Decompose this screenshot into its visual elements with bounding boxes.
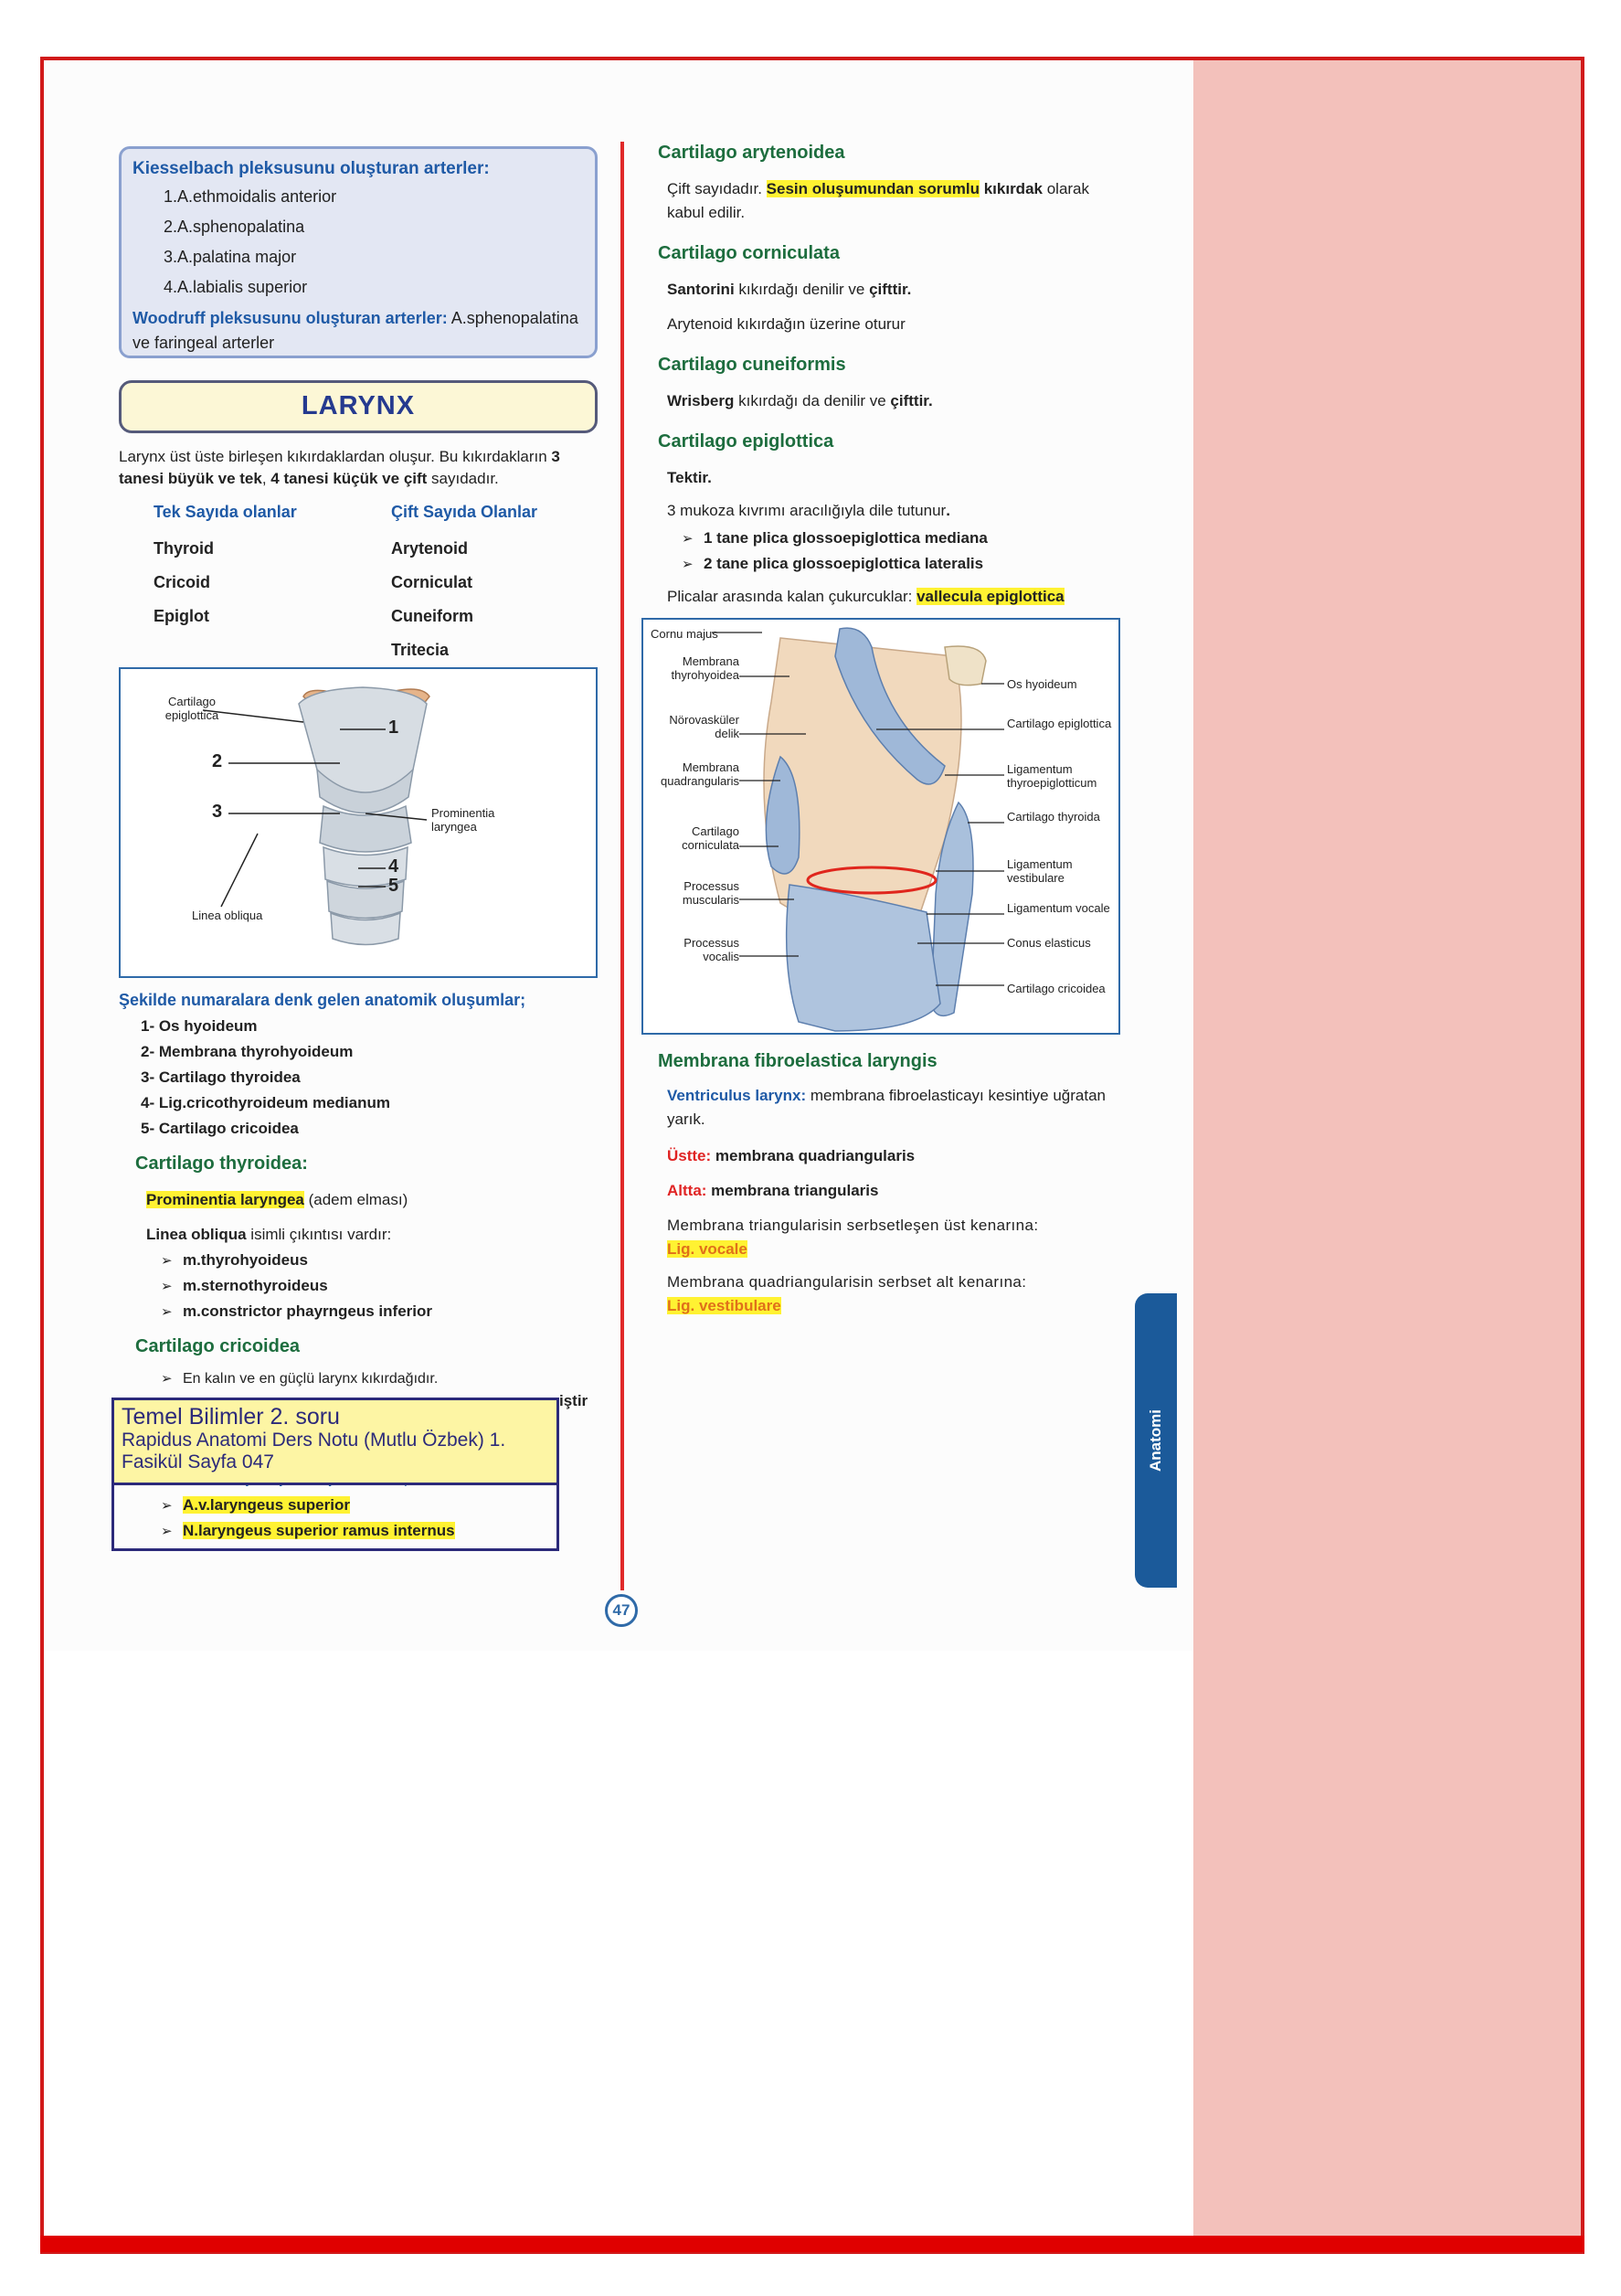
corn-bold: çifttir. [869,281,912,298]
thyroidea-muscle-item [161,1249,308,1273]
thyroidea-muscle-item [161,1300,432,1324]
intro-bold: 4 tanesi küçük ve çift [270,470,428,487]
corniculata-line2: Arytenoid kıkırdağın üzerine oturur [667,315,906,333]
numbered-item: 1- Os hyoideum [141,1017,258,1035]
corniculata-line1 [667,278,911,302]
fig2-left-label: Cornu majus [651,627,718,641]
fig1-label: Prominentia laryngea [431,806,495,834]
intro-text: , [261,470,271,487]
arrow-bullet-icon: ➢ [161,1498,173,1514]
lig-vocale-line [667,1238,747,1261]
vallecula-line [667,585,1065,609]
larynx-sagittal-figure [641,618,1120,1035]
fig1-label: Linea obliqua [192,909,263,922]
muscle-label: m.sternothyroideus [183,1277,328,1294]
intro-bold: 3 tanesi büyük ve tek [119,448,560,487]
fig2-right-label: Cartilago cricoidea [1007,982,1106,995]
fig2-left-label: Nörovasküler delik [669,713,739,740]
linea-bold: Linea obliqua [146,1226,247,1243]
epi-dot: . [946,502,950,519]
arrow-bullet-icon: ➢ [161,1279,173,1294]
arytenoidea-title: Cartilago arytenoidea [658,143,845,163]
corn-text: kıkırdağı denilir ve [734,281,870,298]
arytenoidea-text [667,177,1124,225]
woodruff-arteries: A.sphenopalatina ve faringeal arterler [132,309,578,352]
plica-item [682,526,988,551]
altta-label: Altta: [667,1182,707,1199]
numbered-item: 5- Cartilago cricoidea [141,1120,299,1137]
prominentia-highlight: Prominentia laryngea [146,1191,304,1208]
cuneiformis-title: Cartilago cuneiformis [658,355,846,375]
arrow-bullet-icon: ➢ [161,1304,173,1320]
epiglottica-line [667,499,950,523]
fig2-right-label: Ligamentum vocale [1007,901,1110,915]
kiesselbach-box [119,146,598,358]
cricoidea-item [161,1367,438,1391]
kiesselbach-item: 4.A.labialis superior [164,278,308,296]
bottom-bar [40,2236,1584,2252]
fig2-right-label: Ligamentum vestibulare [1007,857,1073,885]
corniculata-title: Cartilago corniculata [658,243,840,263]
section-tab [1135,1293,1177,1588]
ustte-value: membrana quadriangularis [711,1147,916,1164]
cun-text: kıkırdağı da denilir ve [734,392,891,409]
lig-vocale-highlight: Lig. vocale [667,1240,747,1258]
fig1-number: 5 [388,876,399,896]
fig1-number: 2 [212,751,223,771]
woodruff-text [132,306,584,356]
vallecula-highlight: vallecula epiglottica [916,588,1065,605]
table-header-single: Tek Sayıda olanlar [154,503,297,521]
fig2-right-label: Cartilago thyroida [1007,810,1100,824]
fig2-left-label: Processus muscularis [682,879,739,907]
table-cell: Arytenoid [391,539,469,558]
cuneiformis-line [667,389,933,413]
table-cell: Corniculat [391,573,473,591]
quadriangularis-line: Membrana quadriangularisin serbset alt kenarına: [667,1273,1027,1291]
thyroidea-muscle-item [161,1274,328,1299]
cun-bold: çifttir. [890,392,933,409]
fig2-left-label: Membrana quadrangularis [660,760,739,788]
ustte-line [667,1144,915,1168]
fig2-right-label: Conus elasticus [1007,936,1091,950]
table-cell: Thyroid [154,539,214,558]
plica-label: 2 tane plica glossoepiglottica lateralis [704,555,984,572]
epiglottica-tektir: Tektir. [667,469,712,486]
ventriculus-bold: Ventriculus larynx: [667,1087,807,1104]
page-number: 47 [605,1594,638,1627]
aryt-highlight: Sesin oluşumundan sorumlu [766,180,980,197]
linea-line [146,1223,391,1247]
ustte-label: Üstte: [667,1147,712,1164]
numbered-title: Şekilde numaralara denk gelen anatomik oluşumlar; [119,991,526,1009]
epi-text: 3 mukoza kıvrımı aracılığıyla dile tutunur [667,502,947,519]
intro-text: sayıdadır. [427,470,499,487]
arrow-bullet-icon: ➢ [161,1524,173,1539]
larynx-intro [119,446,599,490]
fig1-number: 1 [388,718,399,738]
section-tab-label: Anatomi [1147,1409,1164,1472]
lig-vestibulare-line [667,1294,781,1318]
fig1-label: Cartilago epiglottica [164,695,219,722]
table-cell: Cricoid [154,573,211,591]
wrisberg-bold: Wrisberg [667,392,735,409]
fig2-left-label: Membrana thyrohyoidea [671,654,739,682]
altta-value: membrana triangularis [706,1182,879,1199]
delenler-label: N.laryngeus superior ramus internus [183,1522,455,1539]
ventriculus-text [667,1084,1124,1132]
aryt-text: Çift sayıdadır. [667,180,767,197]
table-cell: Epiglot [154,607,209,625]
linea-text: isimli çıkıntısı vardır: [246,1226,392,1243]
table-cell: Cuneiform [391,607,473,625]
epiglottica-title: Cartilago epiglottica [658,431,834,452]
muscle-label: m.thyrohyoideus [183,1251,308,1269]
fig1-number: 4 [388,856,399,877]
plica-item [682,552,983,577]
fig2-right-label: Cartilago epiglottica [1007,717,1112,730]
santorini-bold: Santorini [667,281,735,298]
arrow-bullet-icon: ➢ [682,531,694,547]
kiesselbach-item: 2.A.sphenopalatina [164,218,305,236]
thyroidea-title: Cartilago thyroidea: [135,1153,308,1174]
delenler-label: A.v.laryngeus superior [183,1496,350,1514]
prominentia-line [146,1188,408,1212]
cricoidea-title: Cartilago cricoidea [135,1336,301,1356]
adem-text: (adem elması) [303,1191,408,1208]
cricoidea-cut-text: iştir [559,1392,588,1409]
numbered-item: 2- Membrana thyrohyoideum [141,1043,354,1060]
fig2-right-label: Os hyoideum [1007,677,1077,691]
note-title: Temel Bilimler 2. soru [122,1404,340,1430]
source-note [111,1398,559,1485]
altta-line [667,1179,878,1203]
triangularis-line: Membrana triangularisin serbsetleşen üst kenarına: [667,1217,1039,1234]
kiesselbach-title: Kiesselbach pleksusunu oluşturan arterler: [132,159,490,178]
aryt-text: olarak kabul edilir. [667,180,1090,221]
kiesselbach-item: 3.A.palatina major [164,248,297,266]
muscle-label: m.constrictor phayrngeus inferior [183,1302,432,1320]
cricoidea-text: En kalın ve en güçlü larynx kıkırdağıdır. [183,1371,439,1387]
table-cell: Tritecia [391,641,450,659]
numbered-item: 3- Cartilago thyroidea [141,1068,301,1086]
plica-label: 1 tane plica glossoepiglottica mediana [704,529,988,547]
fig2-left-label: Cartilago corniculata [682,824,739,852]
larynx-anterior-figure [119,667,598,978]
fig1-number: 3 [212,802,223,822]
larynx-title: LARYNX [119,380,598,433]
arrow-bullet-icon: ➢ [161,1371,173,1387]
fibroelastica-title: Membrana fibroelastica laryngis [658,1051,938,1071]
numbered-item: 4- Lig.cricothyroideum medianum [141,1094,390,1111]
arrow-bullet-icon: ➢ [161,1253,173,1269]
fig2-right-label: Ligamentum thyroepiglotticum [1007,762,1097,790]
ventriculus-desc: membrana fibroelasticayı kesintiye uğratan yarık. [667,1087,1107,1128]
lig-vestibulare-highlight: Lig. vestibulare [667,1297,781,1314]
arrow-bullet-icon: ➢ [682,557,694,572]
note-box-frame [111,1485,559,1551]
vallecula-text: Plicalar arasında kalan çukurcuklar: [667,588,917,605]
intro-text: Larynx üst üste birleşen kıkırdaklardan oluşur. Bu kıkırdakların [119,448,552,465]
column-divider [620,142,624,1590]
table-header-pair: Çift Sayıda Olanlar [391,503,538,521]
note-source: Rapidus Anatomi Ders Notu (Mutlu Özbek) 1. Fasikül Sayfa 047 [122,1430,506,1472]
fig2-left-label: Processus vocalis [683,936,739,963]
aryt-bold: kıkırdak [979,180,1043,197]
side-margin [1193,60,1581,2247]
kiesselbach-item: 1.A.ethmoidalis anterior [164,187,337,206]
woodruff-title: Woodruff pleksusunu oluşturan arterler: [132,309,448,327]
